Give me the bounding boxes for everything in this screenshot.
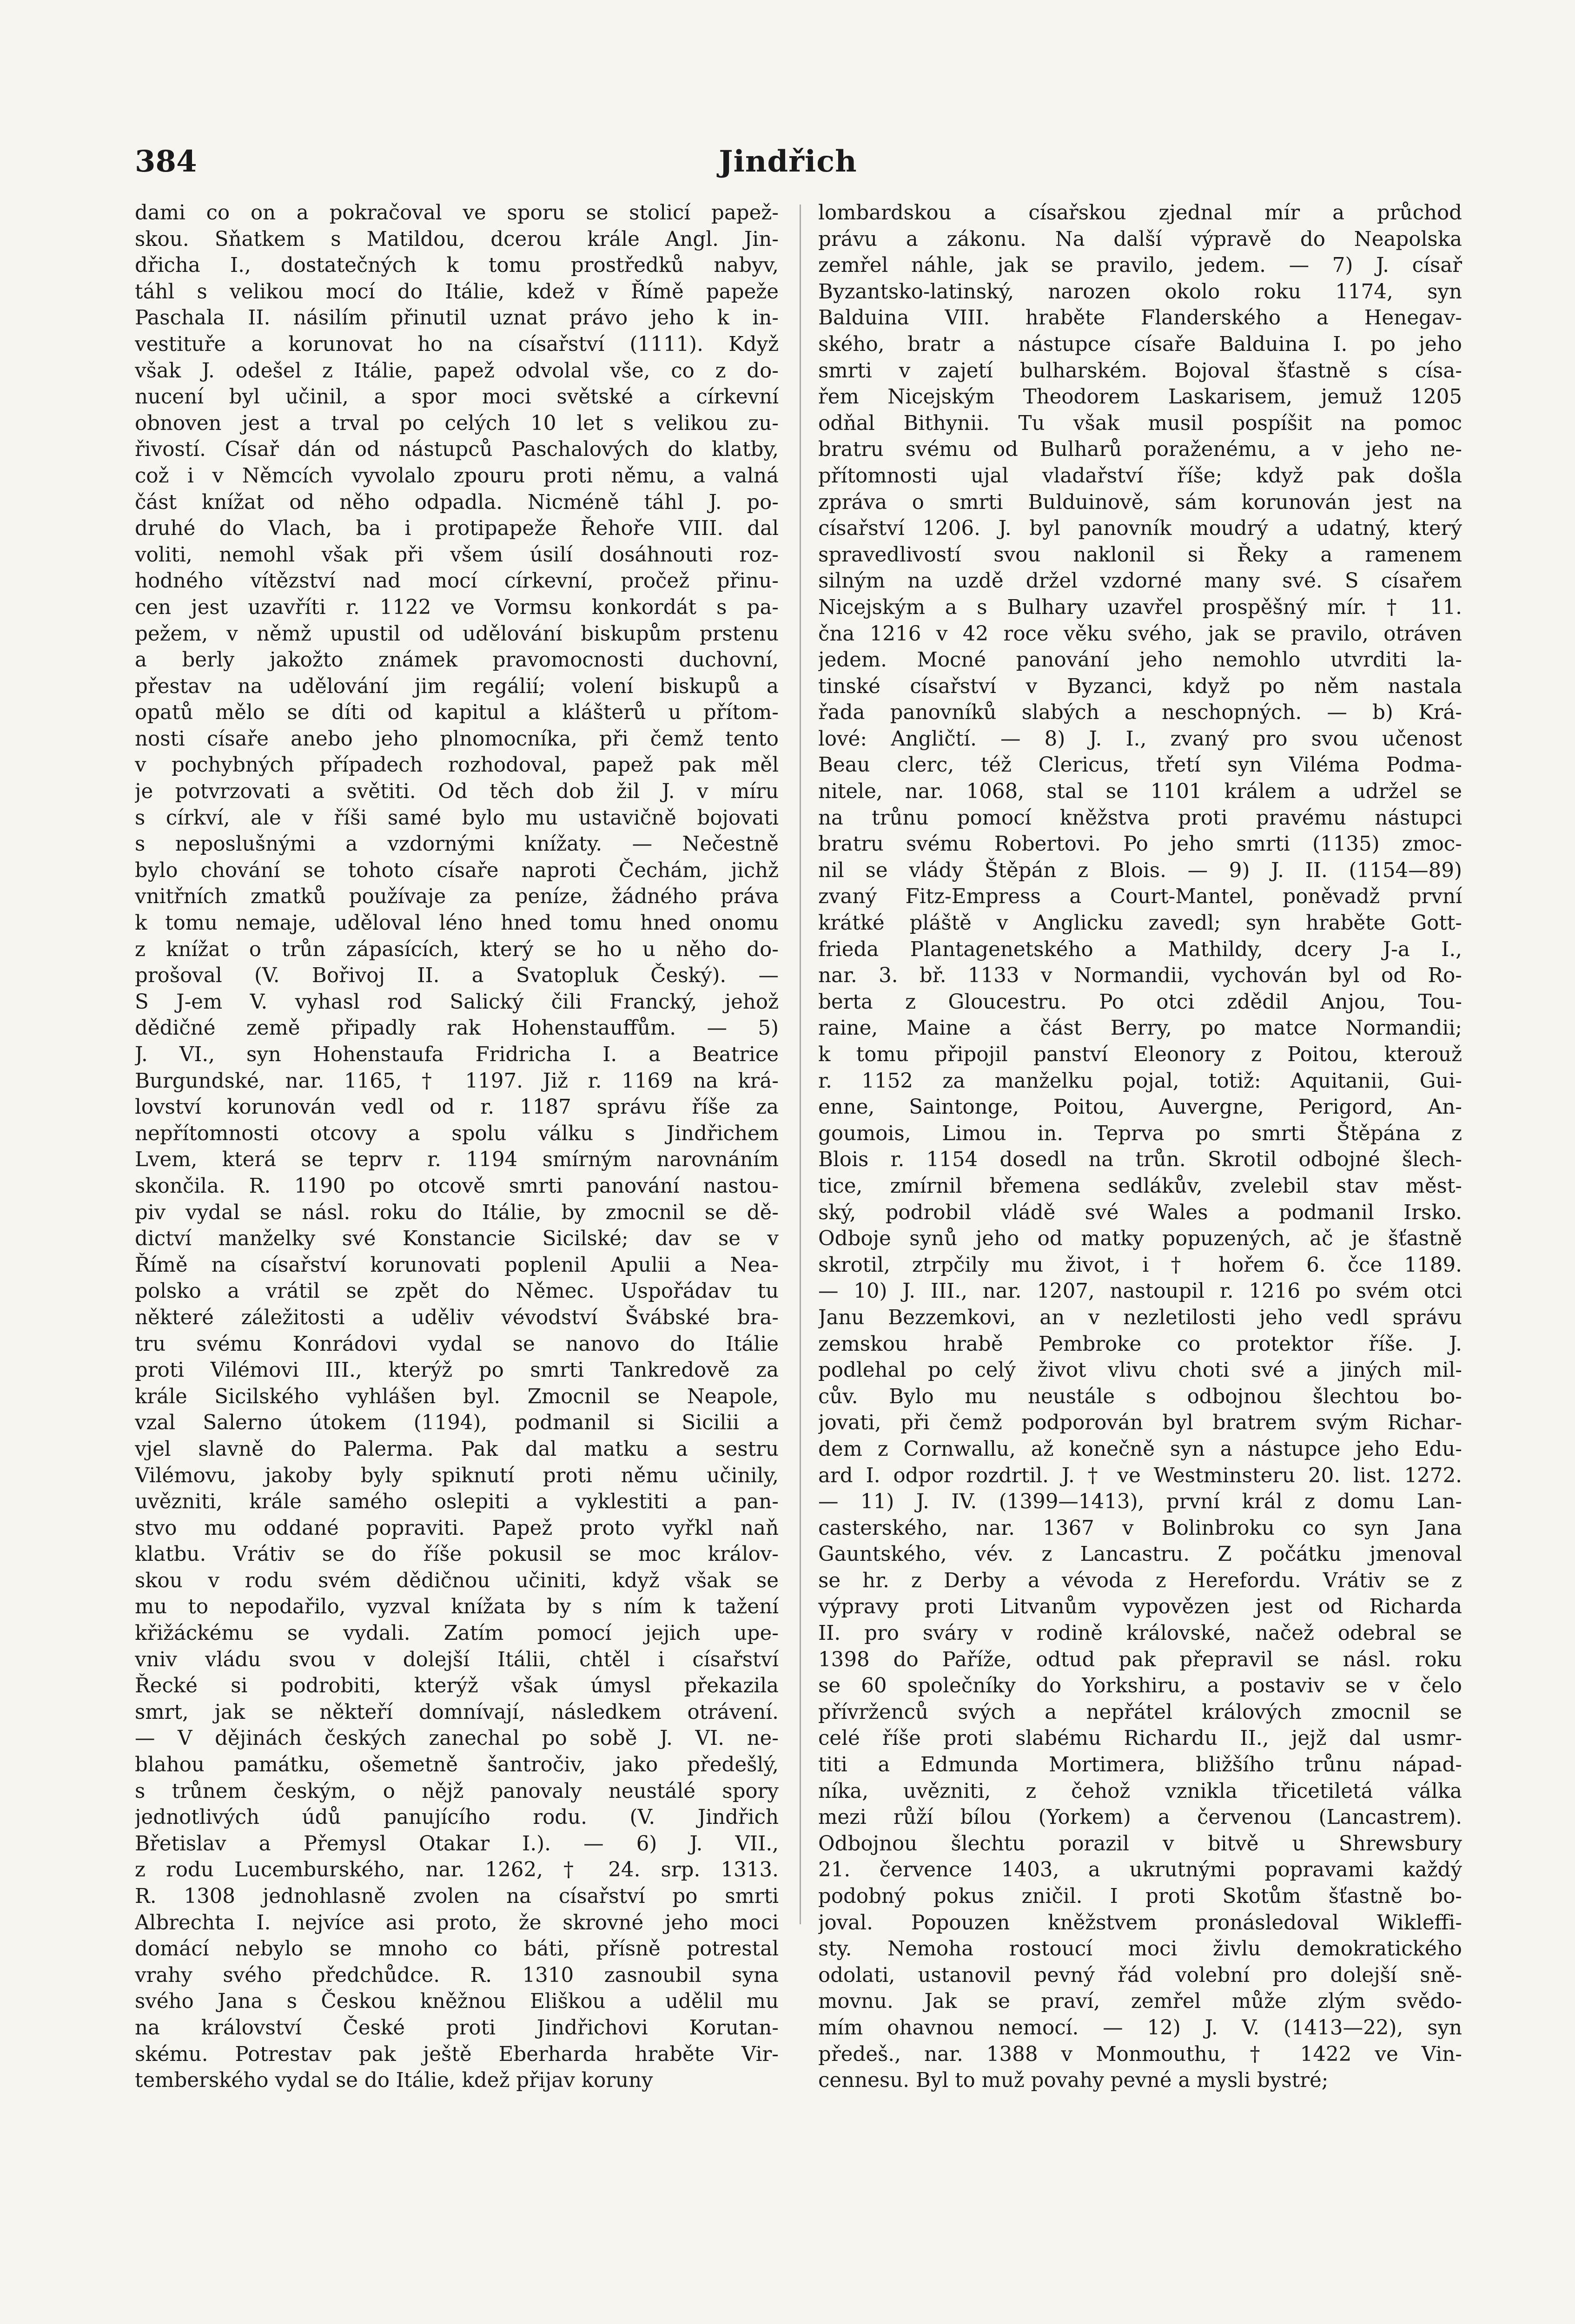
text-line: skončila. R. 1190 po otcově smrti panování nastou- <box>135 1174 779 1198</box>
text-line: movnu. Jak se praví, zemřel může zlým svědo- <box>818 1990 1462 2014</box>
text-line: Vilémovu, jakoby byly spiknutí proti němu učinily, <box>135 1464 779 1487</box>
text-line: nitele, nar. 1068, stal se 1101 králem a udržel se <box>818 780 1462 804</box>
text-line: silným na uzdě držel vzdorné many své. S císařem <box>818 569 1462 593</box>
text-line: některé záležitosti a uděliv vévodství Švábské bra- <box>135 1306 779 1329</box>
text-line: Balduina VIII. hraběte Flanderského a Henegav- <box>818 306 1462 330</box>
text-line: spravedlivostí svou naklonil si Řeky a ramenem <box>818 543 1462 567</box>
text-line: piv vydal se násl. roku do Itálie, by zmocnil se dě- <box>135 1201 779 1224</box>
text-line: prošoval (V. Bořivoj II. a Svatopluk Český). — <box>135 964 779 988</box>
text-line: přestav na udělování jim regálií; volení biskupů a <box>135 674 779 698</box>
text-line: právu a zákonu. Na další výpravě do Neapolska <box>818 227 1462 251</box>
text-line: polsko a vrátil se zpět do Němec. Uspořádav tu <box>135 1280 779 1303</box>
text-line: na trůnu pomocí kněžstva proti pravému nástupci <box>818 806 1462 830</box>
text-line: podlehal po celý život vlivu choti své a jiných mil- <box>818 1359 1462 1382</box>
text-line: — 10) J. III., nar. 1207, nastoupil r. 1216 po svém otci <box>818 1280 1462 1303</box>
text-line: goumois, Limou in. Teprva po smrti Štěpána z <box>818 1122 1462 1145</box>
text-line: tice, zmírnil břemena sedlákův, zvelebil stav měst- <box>818 1174 1462 1198</box>
text-line: se hr. z Derby a vévoda z Herefordu. Vrátiv se z <box>818 1569 1462 1592</box>
text-line: Paschala II. násilím přinutil uznat právo jeho k in- <box>135 306 779 330</box>
text-line: Byzantsko-latinský, narozen okolo roku 1174, syn <box>818 280 1462 304</box>
text-line: ský, podrobil vládě své Wales a podmanil Irsko. <box>818 1201 1462 1224</box>
text-line: vniv vládu svou v dolejší Itálii, chtěl i císařství <box>135 1648 779 1671</box>
text-line: přívrženců svých a nepřátel králových zmocnil se <box>818 1700 1462 1724</box>
text-line: vestituře a korunovat ho na císařství (1111). Když <box>135 332 779 356</box>
text-line: jovati, při čemž podporován byl bratrem svým Richar- <box>818 1411 1462 1435</box>
text-line: Burgundské, nar. 1165, † 1197. Již r. 1169 na krá- <box>135 1069 779 1093</box>
text-line: dem z Cornwallu, až konečně syn a nástupce jeho Edu- <box>818 1437 1462 1461</box>
text-line: řivostí. Císař dán od nástupců Paschalových do klatby, <box>135 438 779 462</box>
text-line: císařství 1206. J. byl panovník moudrý a udatný, který <box>818 517 1462 541</box>
text-line: Beau clerc, též Clericus, třetí syn Viléma Podma- <box>818 753 1462 777</box>
text-line: zpráva o smrti Bulduinově, sám korunován jest na <box>818 490 1462 514</box>
text-line: na království České proti Jindřichovi Korutan- <box>135 2016 779 2040</box>
text-line: křižáckému se vydali. Zatím pomocí jejich upe- <box>135 1622 779 1645</box>
text-line: skou v rodu svém dědičnou učiniti, když však se <box>135 1569 779 1592</box>
text-line: Řecké si podrobiti, kterýž však úmysl překazila <box>135 1674 779 1698</box>
text-line: krátké pláště v Anglicku zavedl; syn hraběte Gott- <box>818 911 1462 935</box>
text-line: s trůnem českým, o nějž panovaly neustálé spory <box>135 1779 779 1803</box>
text-line: Albrechta I. nejvíce asi proto, že skrovné jeho moci <box>135 1911 779 1934</box>
text-line: skrotil, ztrpčily mu život, i † hořem 6. čce 1189. <box>818 1253 1462 1277</box>
text-line: s neposlušnými a vzdornými knížaty. — Nečestně <box>135 832 779 856</box>
text-line: výpravy proti Litvanům vypovězen jest od Richarda <box>818 1595 1462 1619</box>
text-line: Lvem, která se teprv r. 1194 smírným narovnáním <box>135 1148 779 1172</box>
text-line: bratru svému Robertovi. Po jeho smrti (1135) zmoc- <box>818 832 1462 856</box>
text-line: lovství korunován vedl od r. 1187 správu říše za <box>135 1096 779 1119</box>
text-line: řem Nicejským Theodorem Laskarisem, jemuž 1205 <box>818 385 1462 409</box>
text-line: uvězniti, krále samého oslepiti a vyklestiti a pan- <box>135 1490 779 1514</box>
text-line: II. pro sváry v rodině královské, načež odebral se <box>818 1622 1462 1645</box>
text-line: krále Sicilského vyhlášen byl. Zmocnil se Neapole, <box>135 1385 779 1408</box>
text-line: dami co on a pokračoval ve sporu se stolicí papež- <box>135 201 779 224</box>
text-line: svého Jana s Českou kněžnou Eliškou a udělil mu <box>135 1990 779 2014</box>
text-line: Odboje synů jeho od matky popuzených, ač je šťastně <box>818 1227 1462 1251</box>
text-line: bratru svému od Bulharů poraženému, a v jeho ne- <box>818 438 1462 462</box>
text-line: jednotlivých údů panujícího rodu. (V. Jindřich <box>135 1806 779 1829</box>
text-line: ského, bratr a nástupce císaře Balduina I. po jeho <box>818 332 1462 356</box>
text-line: předeš., nar. 1388 v Monmouthu, † 1422 ve Vin- <box>818 2042 1462 2066</box>
left-text-column <box>135 200 779 2324</box>
text-line: cův. Bylo mu neustále s odbojnou šlechtou bo- <box>818 1385 1462 1408</box>
text-line: dědičné země připadly rak Hohenstauffům. — 5) <box>135 1017 779 1040</box>
text-line: temberského vydal se do Itálie, kdež přijav koruny <box>135 2069 653 2093</box>
page-header <box>135 144 1441 186</box>
text-line: řada panovníků slabých a neschopných. — b) Krá- <box>818 701 1462 725</box>
page-number: 384 <box>135 144 197 179</box>
text-line: v pochybných případech rozhodoval, papež pak měl <box>135 753 779 777</box>
text-line: casterského, nar. 1367 v Bolinbroku co syn Jana <box>818 1516 1462 1540</box>
text-line: klatbu. Vrátiv se do říše pokusil se moc králov- <box>135 1543 779 1566</box>
text-line: tinské císařství v Byzanci, když po něm nastala <box>818 674 1462 698</box>
text-line: blahou památku, ošemetně šantročiv, jako předešlý, <box>135 1753 779 1777</box>
text-line: nil se vlády Štěpán z Blois. — 9) J. II. (1154—89) <box>818 858 1462 882</box>
text-line: dictví manželky své Konstancie Sicilské; dav se v <box>135 1227 779 1251</box>
text-line: titi a Edmunda Mortimera, bližšího trůnu nápad- <box>818 1753 1462 1777</box>
text-line: skou. Sňatkem s Matildou, dcerou krále Angl. Jin- <box>135 227 779 251</box>
text-line: Břetislav a Přemysl Otakar I.). — 6) J. VII., <box>135 1832 779 1855</box>
right-text-column <box>818 200 1462 2324</box>
running-head: Jindřich <box>719 144 857 179</box>
text-line: podobný pokus zničil. I proti Skotům šťastně bo- <box>818 1885 1462 1908</box>
text-line: z knížat o trůn zápasících, který se ho u něho do- <box>135 938 779 961</box>
text-line: lombardskou a císařskou zjednal mír a průchod <box>818 201 1462 224</box>
text-line: k tomu nemaje, uděloval léno hned tomu hned onomu <box>135 911 779 935</box>
text-line: nar. 3. bř. 1133 v Normandii, vychován byl od Ro- <box>818 964 1462 988</box>
text-line: mu to nepodařilo, vyzval knížata by s ním k tažení <box>135 1595 779 1619</box>
text-line: vrahy svého předchůdce. R. 1310 zasnoubil syna <box>135 1963 779 1987</box>
text-line: nosti císaře anebo jeho plnomocníka, při čemž tento <box>135 727 779 751</box>
text-line: opatů mělo se díti od kapitul a klášterů u přítom- <box>135 701 779 725</box>
text-line: hodného vítězství nad mocí církevní, pročež přinu- <box>135 569 779 593</box>
text-line: však J. odešel z Itálie, papež odvolal vše, co z do- <box>135 359 779 383</box>
text-line: ard I. odpor rozdrtil. J. † ve Westminsteru 20. list. 1272. <box>818 1464 1462 1487</box>
text-line: proti Vilémovi III., kterýž po smrti Tankredově za <box>135 1359 779 1382</box>
text-line: zvaný Fitz-Empress a Court-Mantel, poněvadž první <box>818 885 1462 909</box>
text-line: což i v Němcích vyvolalo zpouru proti němu, a valná <box>135 464 779 488</box>
text-line: stvo mu oddané popraviti. Papež proto vyřkl naň <box>135 1516 779 1540</box>
text-line: druhé do Vlach, ba i protipapeže Řehoře VIII. dal <box>135 517 779 541</box>
text-line: tru svému Konrádovi vydal se nanovo do Itálie <box>135 1332 779 1356</box>
text-line: vnitřních zmatků používaje za peníze, žádného práva <box>135 885 779 909</box>
text-line: zemskou hrabě Pembroke co protektor říše. J. <box>818 1332 1462 1356</box>
text-line: a berly jakožto známek pravomocnosti duchovní, <box>135 648 779 672</box>
text-line: enne, Saintonge, Poitou, Auvergne, Perigord, An- <box>818 1096 1462 1119</box>
text-line: skému. Potrestav pak ještě Eberharda hraběte Vir- <box>135 2042 779 2066</box>
text-line: mím ohavnou nemocí. — 12) J. V. (1413—22), syn <box>818 2016 1462 2040</box>
column-divider <box>800 205 801 1924</box>
text-line: táhl s velikou mocí do Itálie, kdež v Římě papeže <box>135 280 779 304</box>
text-line: sty. Nemoha rostoucí moci živlu demokratického <box>818 1937 1462 1961</box>
text-line: Odbojnou šlechtu porazil v bitvě u Shrewsbury <box>818 1832 1462 1855</box>
text-line: jedem. Mocné panování jeho nemohlo utvrditi la- <box>818 648 1462 672</box>
text-line: Janu Bezzemkovi, an v nezletilosti jeho vedl správu <box>818 1306 1462 1329</box>
text-line: joval. Popouzen kněžstvem pronásledoval Wikleffi- <box>818 1911 1462 1934</box>
text-line: S J-em V. vyhasl rod Salický čili Francký, jehož <box>135 990 779 1014</box>
text-line: vjel slavně do Palerma. Pak dal matku a sestru <box>135 1437 779 1461</box>
text-line: vzal Salerno útokem (1194), podmanil si Sicilii a <box>135 1411 779 1435</box>
text-line: níka, uvězniti, z čehož vznikla třicetiletá válka <box>818 1779 1462 1803</box>
text-line: odolati, ustanovil pevný řád volební pro dolejší sně- <box>818 1963 1462 1987</box>
text-line: obnoven jest a trval po celých 10 let s velikou zu- <box>135 411 779 435</box>
text-line: J. VI., syn Hohenstaufa Fridricha I. a Beatrice <box>135 1043 779 1066</box>
text-line: odňal Bithynii. Tu však musil pospíšit na pomoc <box>818 411 1462 435</box>
text-line: smrti v zajetí bulharském. Bojoval šťastně s císa- <box>818 359 1462 383</box>
text-line: — 11) J. IV. (1399—1413), první král z domu Lan- <box>818 1490 1462 1514</box>
text-line: Římě na císařství korunovati poplenil Apulii a Nea- <box>135 1253 779 1277</box>
text-line: raine, Maine a část Berry, po matce Normandii; <box>818 1017 1462 1040</box>
text-line: bylo chování se tohoto císaře naproti Čechám, jichž <box>135 858 779 882</box>
text-line: čna 1216 v 42 roce věku svého, jak se pravilo, otráven <box>818 622 1462 646</box>
text-line: s církví, ale v říši samé bylo mu ustavičně bojovati <box>135 806 779 830</box>
text-line: R. 1308 jednohlasně zvolen na císařství po smrti <box>135 1885 779 1908</box>
text-line: — V dějinách českých zanechal po sobě J. VI. ne- <box>135 1727 779 1750</box>
text-line: se 60 společníky do Yorkshiru, a postaviv se v čelo <box>818 1674 1462 1698</box>
text-line: berta z Gloucestru. Po otci zdědil Anjou, Tou- <box>818 990 1462 1014</box>
text-line: r. 1152 za manželku pojal, totiž: Aquitanii, Gui- <box>818 1069 1462 1093</box>
text-line: lové: Angličtí. — 8) J. I., zvaný pro svou učenost <box>818 727 1462 751</box>
text-line: 1398 do Paříže, odtud pak přepravil se násl. roku <box>818 1648 1462 1671</box>
text-line: cennesu. Byl to muž povahy pevné a mysli bystré; <box>818 2069 1329 2093</box>
text-line: nucení byl učinil, a spor moci světské a církevní <box>135 385 779 409</box>
text-line: k tomu připojil panství Eleonory z Poitou, kterouž <box>818 1043 1462 1066</box>
text-line: voliti, nemohl však při všem úsilí dosáhnouti roz- <box>135 543 779 567</box>
text-line: cen jest uzavříti r. 1122 ve Vormsu konkordát s pa- <box>135 595 779 619</box>
text-line: frieda Plantagenetského a Mathildy, dcery J-a I., <box>818 938 1462 961</box>
text-line: Gauntského, vév. z Lancastru. Z počátku jmenoval <box>818 1543 1462 1566</box>
text-line: z rodu Lucemburského, nar. 1262, † 24. srp. 1313. <box>135 1858 779 1882</box>
text-line: zemřel náhle, jak se pravilo, jedem. — 7) J. císař <box>818 254 1462 277</box>
text-line: celé říše proti slabému Richardu II., jejž dal usmr- <box>818 1727 1462 1750</box>
text-line: pežem, v němž upustil od udělování biskupům prstenu <box>135 622 779 646</box>
text-line: část knížat od něho odpadla. Nicméně táhl J. po- <box>135 490 779 514</box>
text-line: nepřítomnosti otcovy a spolu válku s Jindřichem <box>135 1122 779 1145</box>
text-line: domácí nebylo se mnoho co báti, přísně potrestal <box>135 1937 779 1961</box>
text-line: mezi růží bílou (Yorkem) a červenou (Lancastrem). <box>818 1806 1462 1829</box>
text-line: dřicha I., dostatečných k tomu prostředků nabyv, <box>135 254 779 277</box>
text-line: 21. července 1403, a ukrutnými popravami každý <box>818 1858 1462 1882</box>
text-line: přítomnosti ujal vladařství říše; když pak došla <box>818 464 1462 488</box>
text-line: je potvrzovati a světiti. Od těch dob žil J. v míru <box>135 780 779 804</box>
text-line: smrt, jak se někteří domnívají, následkem otrávení. <box>135 1700 779 1724</box>
text-line: Blois r. 1154 dosedl na trůn. Skrotil odbojné šlech- <box>818 1148 1462 1172</box>
text-line: Nicejským a s Bulhary uzavřel prospěšný mír. † 11. <box>818 595 1462 619</box>
